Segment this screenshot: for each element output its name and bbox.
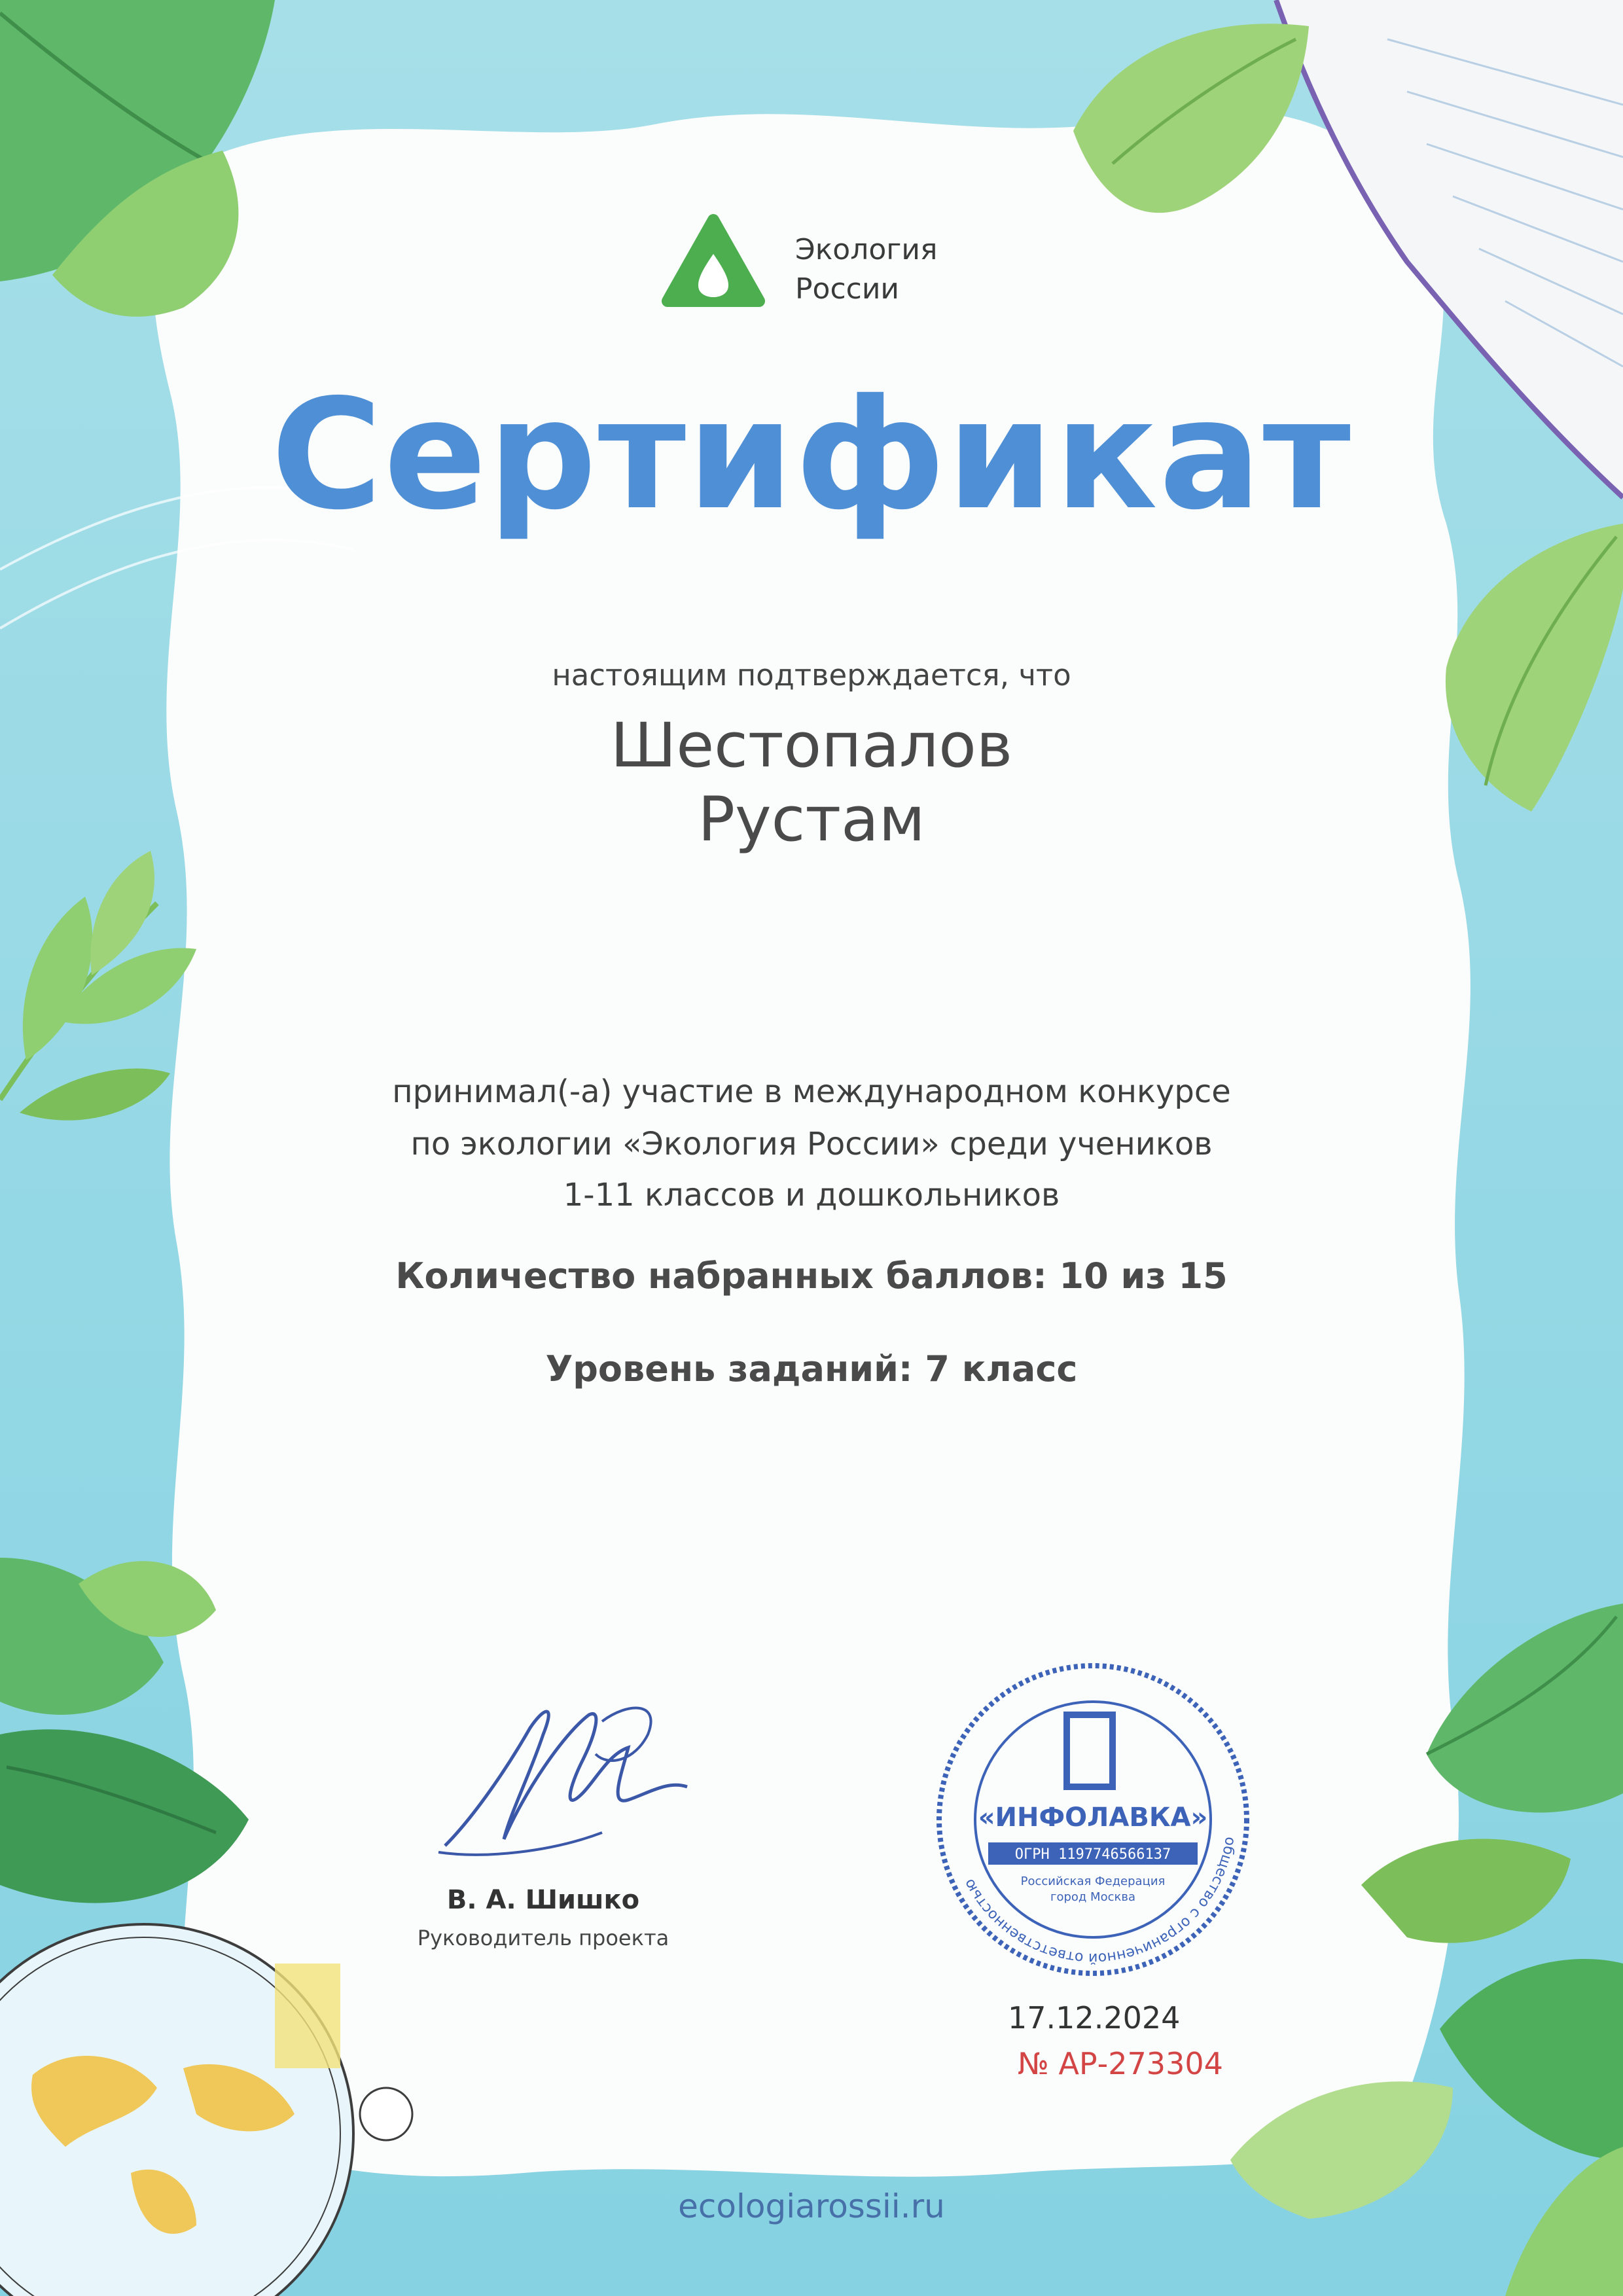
level-text: Уровень заданий: 7 класс [545,1348,1078,1390]
signature-scribble [432,1676,694,1872]
signer-role: Руководитель проекта [417,1926,669,1950]
recipient-first-name: Рустам [698,784,925,855]
logo-text [795,230,937,309]
website-link[interactable]: ecologiarossii.ru [678,2187,945,2225]
participation-line-1: принимал(-а) участие в международном конкурсе [392,1073,1231,1110]
signer-name: В. А. Шишко [446,1885,640,1915]
organization-stamp [929,1656,1257,1983]
participation-line-3: 1-11 классов и дошкольников [563,1177,1060,1213]
stamp-org-name: «ИНФОЛАВКА» [978,1803,1208,1833]
stamp-ogrn: ОГРН 1197746566137 [1014,1846,1171,1863]
stamp-city: город Москва [1050,1890,1136,1904]
logo-line-1: Экология [795,233,938,266]
stamp-emblem-icon [1067,1715,1113,1787]
certificate-number: № АР-273304 [1018,2046,1223,2081]
certificate-title: Сертификат [271,367,1352,543]
issue-date: 17.12.2024 [1008,2000,1181,2036]
logo-line-2: России [795,272,900,306]
stamp-ring-text: общество с ограниченной ответственностью [961,1835,1239,1967]
score-text: Количество набранных баллов: 10 из 15 [395,1255,1228,1297]
confirm-text: настоящим подтверждается, что [552,658,1071,692]
participation-line-2: по экологии «Экология России» среди учеников [410,1126,1213,1162]
recipient-surname: Шестопалов [610,710,1013,781]
stamp-country: Российская Федерация [1020,1874,1166,1888]
